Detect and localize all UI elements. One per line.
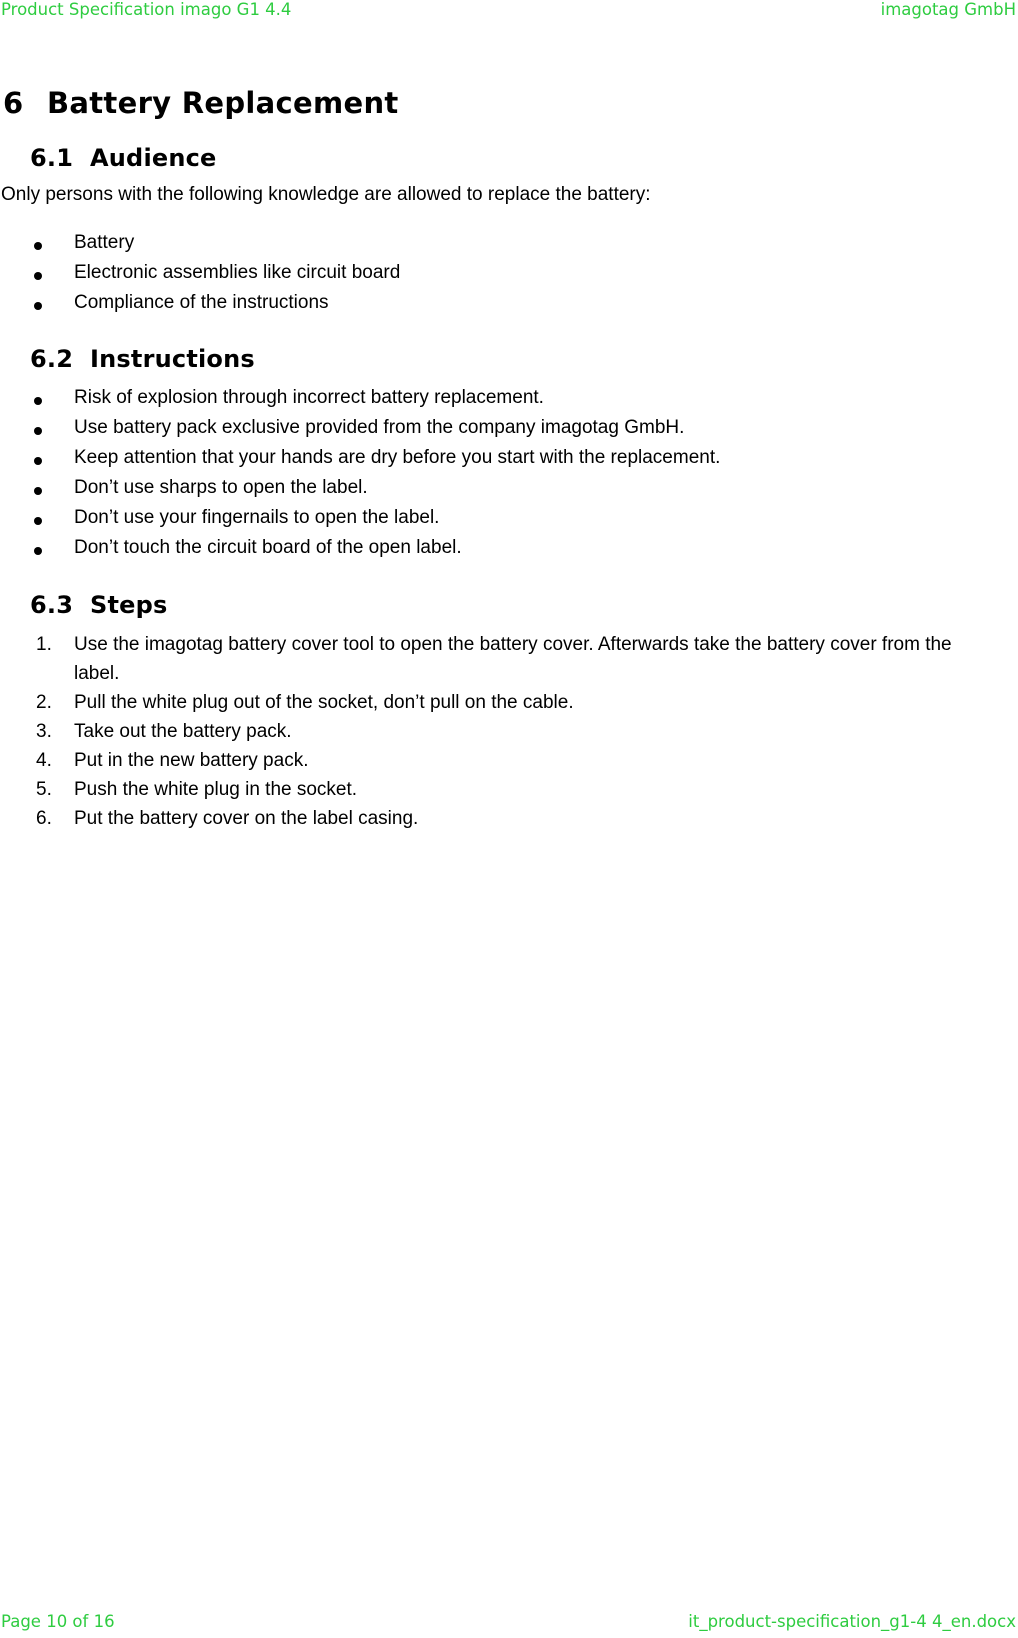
audience-title: Audience <box>90 144 217 172</box>
footer-page-number: Page 10 of 16 <box>1 1612 115 1631</box>
list-item-text: Push the white plug in the socket. <box>74 779 358 800</box>
page-footer <box>0 1612 1018 1638</box>
list-item <box>0 262 400 292</box>
list-item-text: Electronic assemblies like circuit board <box>74 262 401 283</box>
list-item-text: Use the imagotag battery cover tool to open the battery cover. Afterwards take the battery cover from the label. <box>74 634 952 684</box>
list-item-text: Put the battery cover on the label casing. <box>74 808 419 829</box>
steps-number: 6.3 <box>30 591 74 619</box>
list-item <box>0 537 720 567</box>
instructions-heading <box>30 345 255 373</box>
list-item <box>0 746 954 775</box>
step-number: 6. <box>36 808 52 829</box>
list-item-text: Compliance of the instructions <box>74 292 329 313</box>
list-item-text: Keep attention that your hands are dry before you start with the replacement. <box>74 447 721 468</box>
instructions-title: Instructions <box>90 345 255 373</box>
list-item-text: Use battery pack exclusive provided from the company imagotag GmbH. <box>74 417 685 438</box>
list-item <box>0 804 954 833</box>
section-title: Battery Replacement <box>47 86 399 120</box>
step-number: 5. <box>36 779 52 800</box>
header-company-name: imagotag GmbH <box>880 0 1016 19</box>
instructions-number: 6.2 <box>30 345 74 373</box>
footer-file-name: it_product-specification_g1-4 4_en.docx <box>688 1612 1016 1631</box>
list-item-text: Risk of explosion through incorrect battery replacement. <box>74 387 544 408</box>
instructions-list <box>0 387 720 567</box>
list-item <box>0 387 720 417</box>
audience-heading <box>30 144 217 172</box>
steps-heading <box>30 591 168 619</box>
section-heading <box>3 86 399 120</box>
list-item <box>0 630 954 688</box>
list-item-text: Put in the new battery pack. <box>74 750 309 771</box>
list-item <box>0 477 720 507</box>
audience-intro: Only persons with the following knowledge are allowed to replace the battery: <box>1 184 651 205</box>
list-item-text: Pull the white plug out of the socket, don’t pull on the cable. <box>74 692 574 713</box>
list-item <box>0 717 954 746</box>
section-number: 6 <box>3 86 24 120</box>
steps-title: Steps <box>90 591 168 619</box>
step-number: 3. <box>36 721 52 742</box>
list-item <box>0 688 954 717</box>
list-item <box>0 417 720 447</box>
list-item <box>0 232 400 262</box>
audience-list <box>0 232 400 322</box>
list-item <box>0 447 720 477</box>
page-header <box>0 0 1018 26</box>
header-document-title: Product Specification imago G1 4.4 <box>1 0 292 19</box>
step-number: 1. <box>36 634 52 655</box>
list-item-text: Don’t touch the circuit board of the open label. <box>74 537 462 558</box>
list-item-text: Don’t use your fingernails to open the label. <box>74 507 440 528</box>
audience-number: 6.1 <box>30 144 74 172</box>
list-item-text: Take out the battery pack. <box>74 721 292 742</box>
list-item-text: Don’t use sharps to open the label. <box>74 477 368 498</box>
list-item <box>0 292 400 322</box>
list-item <box>0 507 720 537</box>
step-number: 4. <box>36 750 52 771</box>
list-item-text: Battery <box>74 232 135 253</box>
list-item <box>0 775 954 804</box>
step-number: 2. <box>36 692 52 713</box>
steps-list <box>0 630 954 833</box>
